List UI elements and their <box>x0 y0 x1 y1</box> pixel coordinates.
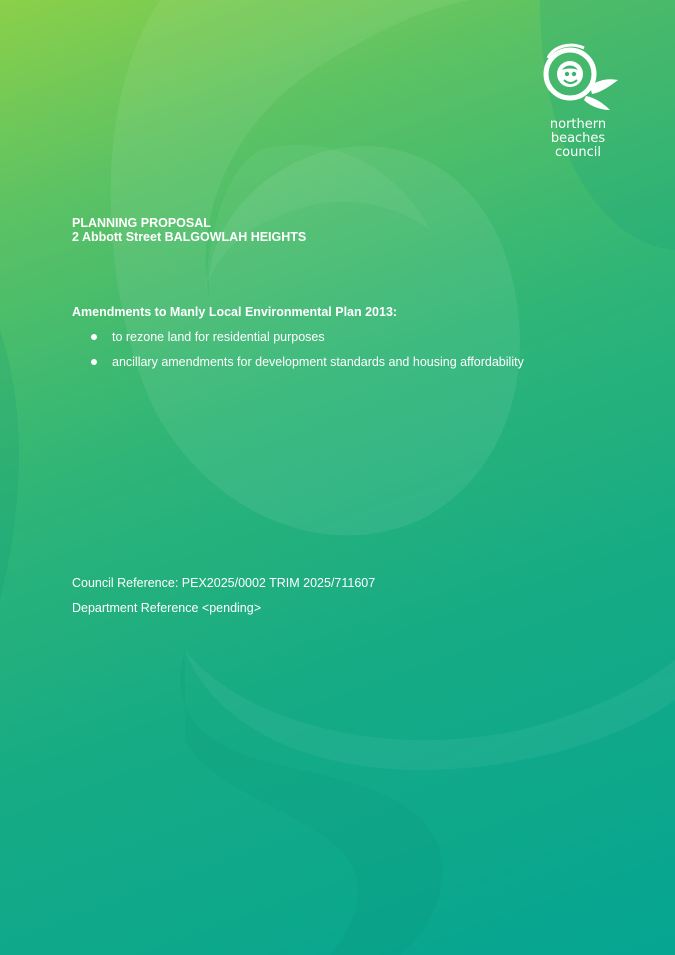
amendment-text: to rezone land for residential purposes <box>112 330 325 344</box>
list-item <box>72 355 524 380</box>
council-emblem-icon <box>540 40 620 112</box>
amendments-heading: Amendments to Manly Local Environmental Plan 2013: <box>72 305 398 319</box>
amendments-list <box>72 330 524 380</box>
bullet-icon <box>91 359 97 365</box>
council-logo <box>538 40 622 160</box>
document-title-block <box>72 216 306 244</box>
property-address: 2 Abbott Street BALGOWLAH HEIGHTS <box>72 230 307 244</box>
council-name-line: northern <box>549 117 607 132</box>
amendment-text: ancillary amendments for development standards and housing affordability <box>112 355 524 369</box>
council-name <box>548 118 608 160</box>
council-name-line: beaches <box>550 131 606 146</box>
references-block <box>72 576 375 626</box>
document-title: PLANNING PROPOSAL <box>72 216 211 230</box>
council-name-line: council <box>555 145 601 160</box>
list-item <box>72 330 524 355</box>
department-reference: Department Reference <pending> <box>72 601 262 615</box>
council-reference: Council Reference: PEX2025/0002 TRIM 2025/711607 <box>72 576 376 590</box>
bullet-icon <box>91 334 97 340</box>
